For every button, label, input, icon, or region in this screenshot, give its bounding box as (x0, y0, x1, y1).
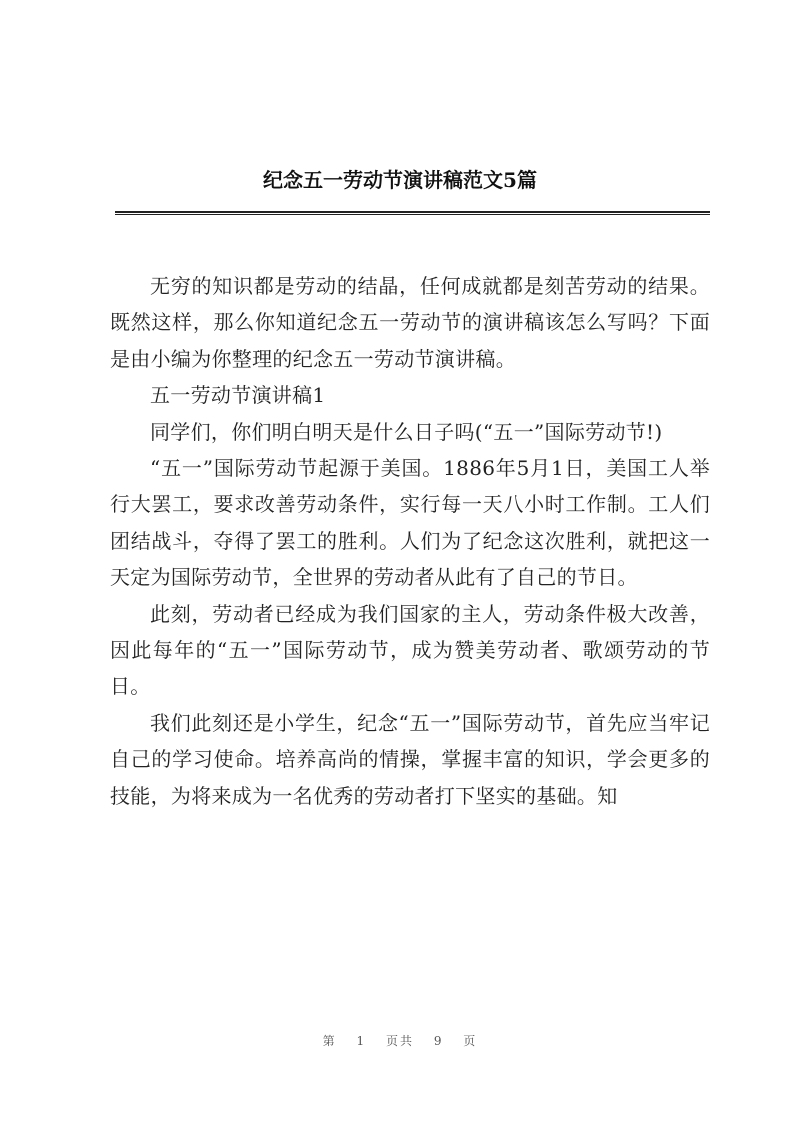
paragraph: “五一”国际劳动节起源于美国。1886年5月1日，美国工人举行大罢工，要求改善劳动条件，实行每一天八小时工作制。工人们团结战斗，夺得了罢工的胜利。人们为了纪念这次胜利，就把这一天定为国际劳动节，全世界的劳动者从此有了自己的节日。 (110, 456, 710, 590)
paragraph-intro: 无穷的知识都是劳动的结晶，任何成就都是刻苦劳动的结果。既然这样，那么你知道纪念五一劳动节的演讲稿该怎么写吗？下面是由小编为你整理的纪念五一劳动节演讲稿。 (110, 274, 710, 371)
page-footer (0, 1032, 800, 1049)
paragraph: 此刻，劳动者已经成为我们国家的主人，劳动条件极大改善，因此每年的“五一”国际劳动节，成为赞美劳动者、歌颂劳动的节日。 (110, 601, 710, 699)
paragraph: 我们此刻还是小学生，纪念“五一”国际劳动节，首先应当牢记自己的学习使命。培养高尚的情操，掌握丰富的知识，学会更多的技能，为将来成为一名优秀的劳动者打下坚实的基础。知 (110, 710, 710, 808)
footer-suffix: 页 (463, 1034, 478, 1048)
title-divider (115, 211, 710, 215)
footer-page-total: 9 (433, 1034, 444, 1048)
paragraph: 同学们，你们明白明天是什么日子吗(“五一”国际劳动节!) (150, 419, 663, 444)
footer-prefix: 第 (322, 1034, 337, 1048)
document-body (110, 268, 710, 814)
footer-page-number: 1 (356, 1034, 367, 1048)
footer-mid: 页共 (385, 1034, 414, 1048)
section-heading: 五一劳动节演讲稿1 (150, 383, 326, 408)
page-title: 纪念五一劳动节演讲稿范文5篇 (263, 168, 537, 192)
